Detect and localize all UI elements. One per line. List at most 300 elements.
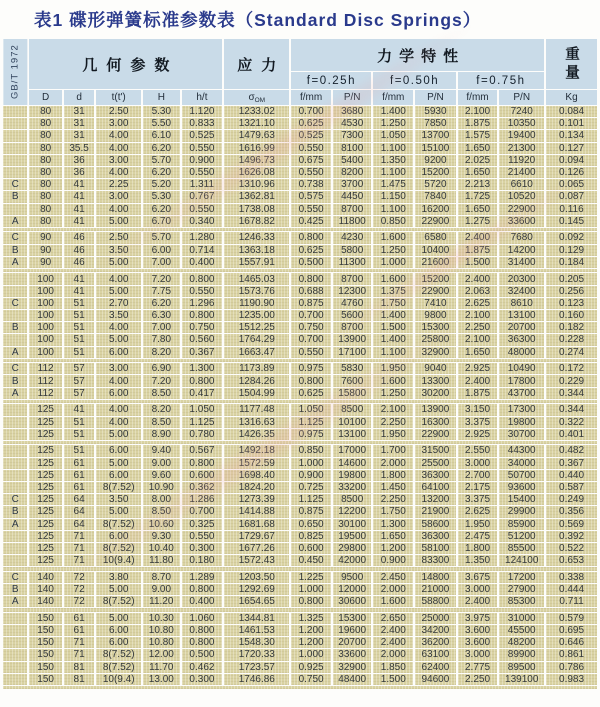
- row-class-label: B: [3, 584, 27, 595]
- cell: 1.200: [291, 625, 331, 636]
- cell: 58600: [415, 519, 456, 530]
- cell: 2.025: [458, 155, 498, 166]
- row-class-label: A: [3, 216, 27, 227]
- cell: 0.700: [291, 106, 331, 117]
- cell: 2.063: [458, 286, 498, 297]
- cell: 1.000: [291, 649, 331, 660]
- cell: 2.175: [458, 482, 498, 493]
- cell: 31500: [415, 445, 456, 456]
- table-row: [3, 429, 597, 440]
- table-row: [3, 118, 597, 129]
- cell: 0.462: [182, 662, 223, 673]
- cell: 0.800: [182, 273, 223, 284]
- cell: 125: [29, 555, 62, 566]
- cell: 6.00: [96, 470, 141, 481]
- cell: 4.00: [96, 167, 141, 178]
- cell: 7240: [499, 106, 544, 117]
- cell: 80: [29, 204, 62, 215]
- cell: 15200: [415, 167, 456, 178]
- cell: 1492.18: [224, 445, 289, 456]
- cell: 57: [64, 388, 94, 399]
- cell: 1.286: [182, 494, 223, 505]
- cell: 8(7.52): [96, 649, 141, 660]
- cell: 20700: [333, 637, 372, 648]
- cell: 35.5: [64, 143, 94, 154]
- cell: 0.094: [546, 155, 597, 166]
- table-row: [3, 375, 597, 386]
- cell: 5600: [333, 310, 372, 321]
- cell: 3.00: [96, 363, 141, 374]
- cell: 5.00: [96, 286, 141, 297]
- cell: 1.950: [373, 363, 413, 374]
- cell: 17000: [333, 445, 372, 456]
- cell: 4.00: [96, 273, 141, 284]
- cell: 1316.63: [224, 417, 289, 428]
- col-D: D: [29, 90, 62, 105]
- table-row: [3, 130, 597, 141]
- cell: 94600: [415, 674, 456, 685]
- cell: 2.100: [458, 310, 498, 321]
- row-class-label: [3, 637, 27, 648]
- cell: 51: [64, 310, 94, 321]
- cell: 4.00: [96, 143, 141, 154]
- cell: 32400: [499, 286, 544, 297]
- header-f075: f=0.75h: [458, 72, 544, 89]
- cell: 0.600: [291, 543, 331, 554]
- table-row: [3, 155, 597, 166]
- cell: 1.600: [373, 596, 413, 607]
- cell: 25500: [415, 458, 456, 469]
- cell: 1723.57: [224, 662, 289, 673]
- cell: 19500: [333, 531, 372, 542]
- cell: 112: [29, 375, 62, 386]
- cell: 19600: [333, 625, 372, 636]
- cell: 0.525: [182, 130, 223, 141]
- cell: 1.750: [373, 298, 413, 309]
- cell: 4760: [333, 298, 372, 309]
- row-class-label: [3, 273, 27, 284]
- group-gap-row: [3, 359, 597, 363]
- cell: 10.80: [143, 637, 180, 648]
- group-gap-row: [3, 567, 597, 571]
- cell: 5800: [333, 245, 372, 256]
- cell: 6610: [499, 179, 544, 190]
- cell: 7680: [499, 232, 544, 243]
- cell: 1.450: [373, 482, 413, 493]
- cell: 10(9.4): [96, 555, 141, 566]
- cell: 1479.63: [224, 130, 289, 141]
- cell: 2.250: [458, 322, 498, 333]
- cell: 0.800: [182, 310, 223, 321]
- cell: 61: [64, 613, 94, 624]
- cell: 6.20: [143, 167, 180, 178]
- cell: 1.100: [373, 167, 413, 178]
- cell: 1.350: [458, 555, 498, 566]
- cell: 0.675: [291, 155, 331, 166]
- cell: 9800: [415, 310, 456, 321]
- cell: 0.800: [291, 596, 331, 607]
- cell: 2.400: [458, 273, 498, 284]
- cell: 43700: [499, 388, 544, 399]
- cell: 31000: [499, 613, 544, 624]
- cell: 41: [64, 204, 94, 215]
- cell: 1663.47: [224, 347, 289, 358]
- cell: 2.400: [458, 232, 498, 243]
- cell: 1.100: [373, 204, 413, 215]
- col-sigma: [224, 90, 289, 105]
- cell: 5.00: [96, 506, 141, 517]
- cell: 61: [64, 470, 94, 481]
- cell: 0.625: [291, 388, 331, 399]
- cell: 1190.90: [224, 298, 289, 309]
- cell: 1.350: [373, 155, 413, 166]
- cell: 0.825: [291, 531, 331, 542]
- cell: 3.375: [458, 417, 498, 428]
- cell: 0.800: [182, 375, 223, 386]
- cell: 0.550: [182, 143, 223, 154]
- cell: 0.653: [546, 555, 597, 566]
- cell: 0.767: [182, 191, 223, 202]
- cell: 125: [29, 417, 62, 428]
- cell: 5.00: [96, 216, 141, 227]
- row-class-label: [3, 613, 27, 624]
- cell: 17100: [333, 347, 372, 358]
- cell: 10490: [499, 363, 544, 374]
- row-class-label: [3, 555, 27, 566]
- cell: 0.625: [291, 245, 331, 256]
- cell: 1.600: [373, 273, 413, 284]
- cell: 0.340: [182, 216, 223, 227]
- cell: 2.100: [373, 404, 413, 415]
- cell: 125: [29, 482, 62, 493]
- cell: 0.338: [546, 572, 597, 583]
- cell: 6.00: [96, 388, 141, 399]
- cell: 51: [64, 417, 94, 428]
- cell: 1.500: [373, 674, 413, 685]
- cell: 150: [29, 649, 62, 660]
- cell: 2.700: [458, 470, 498, 481]
- cell: 2.450: [373, 572, 413, 583]
- cell: 4.00: [96, 417, 141, 428]
- cell: 4.00: [96, 375, 141, 386]
- row-class-label: B: [3, 506, 27, 517]
- cell: 0.550: [182, 286, 223, 297]
- cell: 0.092: [546, 232, 597, 243]
- cell: 81: [64, 674, 94, 685]
- cell: 1.250: [373, 118, 413, 129]
- cell: 1.400: [373, 334, 413, 345]
- cell: 10.80: [143, 625, 180, 636]
- cell: 1572.59: [224, 458, 289, 469]
- table-row: [3, 347, 597, 358]
- cell: 6.90: [143, 363, 180, 374]
- cell: 125: [29, 519, 62, 530]
- cell: 7.80: [143, 334, 180, 345]
- table-row: [3, 191, 597, 202]
- cell: 0.249: [546, 494, 597, 505]
- cell: 125: [29, 543, 62, 554]
- cell: 71: [64, 555, 94, 566]
- col-t: t(t'): [96, 90, 141, 105]
- row-class-label: C: [3, 363, 27, 374]
- cell: 93600: [499, 482, 544, 493]
- cell: 1310.96: [224, 179, 289, 190]
- col-p1: P/N: [333, 90, 372, 105]
- table-row: [3, 273, 597, 284]
- cell: 125: [29, 429, 62, 440]
- cell: 0.800: [182, 637, 223, 648]
- cell: 2.213: [458, 179, 498, 190]
- cell: 8700: [333, 322, 372, 333]
- cell: 5.00: [96, 334, 141, 345]
- cell: 71: [64, 543, 94, 554]
- cell: 0.274: [546, 347, 597, 358]
- cell: 3.00: [96, 191, 141, 202]
- cell: 0.850: [291, 445, 331, 456]
- cell: 1677.26: [224, 543, 289, 554]
- cell: 0.182: [546, 322, 597, 333]
- table-row: [3, 519, 597, 530]
- cell: 14600: [333, 458, 372, 469]
- cell: 13700: [415, 130, 456, 141]
- cell: 0.875: [291, 506, 331, 517]
- cell: 90: [29, 245, 62, 256]
- cell: 100: [29, 298, 62, 309]
- cell: 5.00: [96, 257, 141, 268]
- cell: 80: [29, 130, 62, 141]
- cell: 21600: [415, 257, 456, 268]
- row-class-label: C: [3, 232, 27, 243]
- cell: 125: [29, 531, 62, 542]
- cell: 0.695: [546, 625, 597, 636]
- cell: 1504.99: [224, 388, 289, 399]
- cell: 0.322: [546, 417, 597, 428]
- row-class-label: [3, 674, 27, 685]
- table-row: [3, 625, 597, 636]
- cell: 5.30: [143, 106, 180, 117]
- cell: 1626.08: [224, 167, 289, 178]
- cell: 7600: [333, 375, 372, 386]
- cell: 9.40: [143, 445, 180, 456]
- col-H: H: [143, 90, 180, 105]
- cell: 4.00: [96, 204, 141, 215]
- cell: 30100: [333, 519, 372, 530]
- cell: 80: [29, 167, 62, 178]
- cell: 0.560: [182, 334, 223, 345]
- cell: 85900: [499, 519, 544, 530]
- cell: 2.70: [96, 298, 141, 309]
- row-class-label: C: [3, 298, 27, 309]
- cell: 1573.76: [224, 286, 289, 297]
- cell: 1.060: [182, 613, 223, 624]
- cell: 48200: [499, 637, 544, 648]
- cell: 32900: [333, 662, 372, 673]
- cell: 1203.50: [224, 572, 289, 583]
- cell: 30200: [415, 388, 456, 399]
- cell: 100: [29, 273, 62, 284]
- table-body: [3, 106, 597, 689]
- table-row: [3, 298, 597, 309]
- cell: 0.850: [373, 216, 413, 227]
- cell: 2.625: [458, 506, 498, 517]
- cell: 1.100: [373, 143, 413, 154]
- cell: 8(7.52): [96, 519, 141, 530]
- cell: 1.280: [182, 232, 223, 243]
- cell: 5.50: [143, 118, 180, 129]
- cell: 5400: [333, 155, 372, 166]
- cell: 11.80: [143, 555, 180, 566]
- cell: 0.550: [291, 167, 331, 178]
- group-gap-row: [3, 228, 597, 232]
- cell: 9200: [415, 155, 456, 166]
- cell: 1738.08: [224, 204, 289, 215]
- cell: 0.500: [291, 257, 331, 268]
- table-row: [3, 322, 597, 333]
- cell: 7410: [415, 298, 456, 309]
- table-row: [3, 334, 597, 345]
- cell: 13.00: [143, 674, 180, 685]
- col-kg: Kg: [546, 90, 597, 105]
- cell: 1.250: [373, 245, 413, 256]
- cell: 2.50: [96, 106, 141, 117]
- cell: 0.800: [291, 232, 331, 243]
- cell: 2.925: [458, 429, 498, 440]
- cell: 1654.65: [224, 596, 289, 607]
- row-class-label: [3, 445, 27, 456]
- cell: 7.75: [143, 286, 180, 297]
- cell: 100: [29, 286, 62, 297]
- cell: 6.30: [143, 310, 180, 321]
- cell: 1246.33: [224, 232, 289, 243]
- cell: 0.780: [182, 429, 223, 440]
- cell: 2.400: [373, 625, 413, 636]
- row-class-label: [3, 143, 27, 154]
- cell: 7850: [415, 118, 456, 129]
- cell: 7.00: [143, 257, 180, 268]
- cell: 13200: [415, 494, 456, 505]
- cell: 8700: [333, 273, 372, 284]
- cell: 1.800: [458, 543, 498, 554]
- cell: 12.00: [143, 649, 180, 660]
- table-row: [3, 216, 597, 227]
- cell: 80: [29, 191, 62, 202]
- cell: 100: [29, 334, 62, 345]
- cell: 6.20: [143, 298, 180, 309]
- cell: 0.228: [546, 334, 597, 345]
- cell: 6.20: [143, 204, 180, 215]
- cell: 9.00: [143, 584, 180, 595]
- cell: 0.425: [291, 216, 331, 227]
- cell: 1.600: [373, 375, 413, 386]
- gap-cell: [3, 400, 597, 404]
- gap-cell: [3, 359, 597, 363]
- cell: 17200: [499, 572, 544, 583]
- table-row: [3, 458, 597, 469]
- cell: 1.250: [373, 388, 413, 399]
- cell: 58100: [415, 543, 456, 554]
- cell: 51: [64, 347, 94, 358]
- cell: 3.600: [458, 625, 498, 636]
- row-class-label: [3, 470, 27, 481]
- cell: 3700: [333, 179, 372, 190]
- cell: 0.650: [291, 519, 331, 530]
- cell: 71: [64, 531, 94, 542]
- cell: 30700: [499, 429, 544, 440]
- group-gap-row: [3, 608, 597, 612]
- cell: 2.400: [458, 596, 498, 607]
- cell: 5830: [333, 363, 372, 374]
- cell: 125: [29, 404, 62, 415]
- cell: 125: [29, 470, 62, 481]
- cell: 0.711: [546, 596, 597, 607]
- cell: 10350: [499, 118, 544, 129]
- cell: 12000: [333, 584, 372, 595]
- cell: 71: [64, 649, 94, 660]
- col-f1: f/mm: [291, 90, 331, 105]
- cell: 80: [29, 106, 62, 117]
- row-class-label: [3, 167, 27, 178]
- cell: 46: [64, 245, 94, 256]
- cell: 1681.68: [224, 519, 289, 530]
- cell: 15300: [333, 613, 372, 624]
- cell: 48000: [499, 347, 544, 358]
- cell: 1557.91: [224, 257, 289, 268]
- cell: 36: [64, 155, 94, 166]
- cell: 29800: [333, 543, 372, 554]
- cell: 51: [64, 334, 94, 345]
- cell: 1363.18: [224, 245, 289, 256]
- cell: 42000: [333, 555, 372, 566]
- gap-cell: [3, 269, 597, 273]
- group-gap-row: [3, 441, 597, 445]
- cell: 1.125: [291, 494, 331, 505]
- cell: 11800: [333, 216, 372, 227]
- cell: 112: [29, 388, 62, 399]
- cell: 0.522: [546, 543, 597, 554]
- row-class-label: [3, 155, 27, 166]
- table-row: [3, 555, 597, 566]
- cell: 36200: [415, 637, 456, 648]
- cell: 2.475: [458, 531, 498, 542]
- cell: 19400: [499, 130, 544, 141]
- cell: 1.300: [182, 363, 223, 374]
- cell: 1.000: [373, 257, 413, 268]
- row-class-label: B: [3, 245, 27, 256]
- cell: 0.184: [546, 257, 597, 268]
- cell: 2.100: [458, 334, 498, 345]
- cell: 0.567: [182, 445, 223, 456]
- cell: 9.00: [143, 458, 180, 469]
- cell: 1616.99: [224, 143, 289, 154]
- cell: 16200: [415, 204, 456, 215]
- row-class-label: A: [3, 388, 27, 399]
- cell: 15100: [415, 143, 456, 154]
- row-class-label: B: [3, 191, 27, 202]
- row-class-label: [3, 531, 27, 542]
- cell: 125: [29, 458, 62, 469]
- cell: 6.00: [96, 531, 141, 542]
- cell: 3680: [333, 106, 372, 117]
- cell: 1729.67: [224, 531, 289, 542]
- cell: 0.356: [546, 506, 597, 517]
- cell: 1.750: [373, 506, 413, 517]
- cell: 0.550: [291, 143, 331, 154]
- row-class-label: [3, 286, 27, 297]
- cell: 10100: [333, 417, 372, 428]
- cell: 1235.00: [224, 310, 289, 321]
- cell: 8(7.52): [96, 543, 141, 554]
- col-d: d: [64, 90, 94, 105]
